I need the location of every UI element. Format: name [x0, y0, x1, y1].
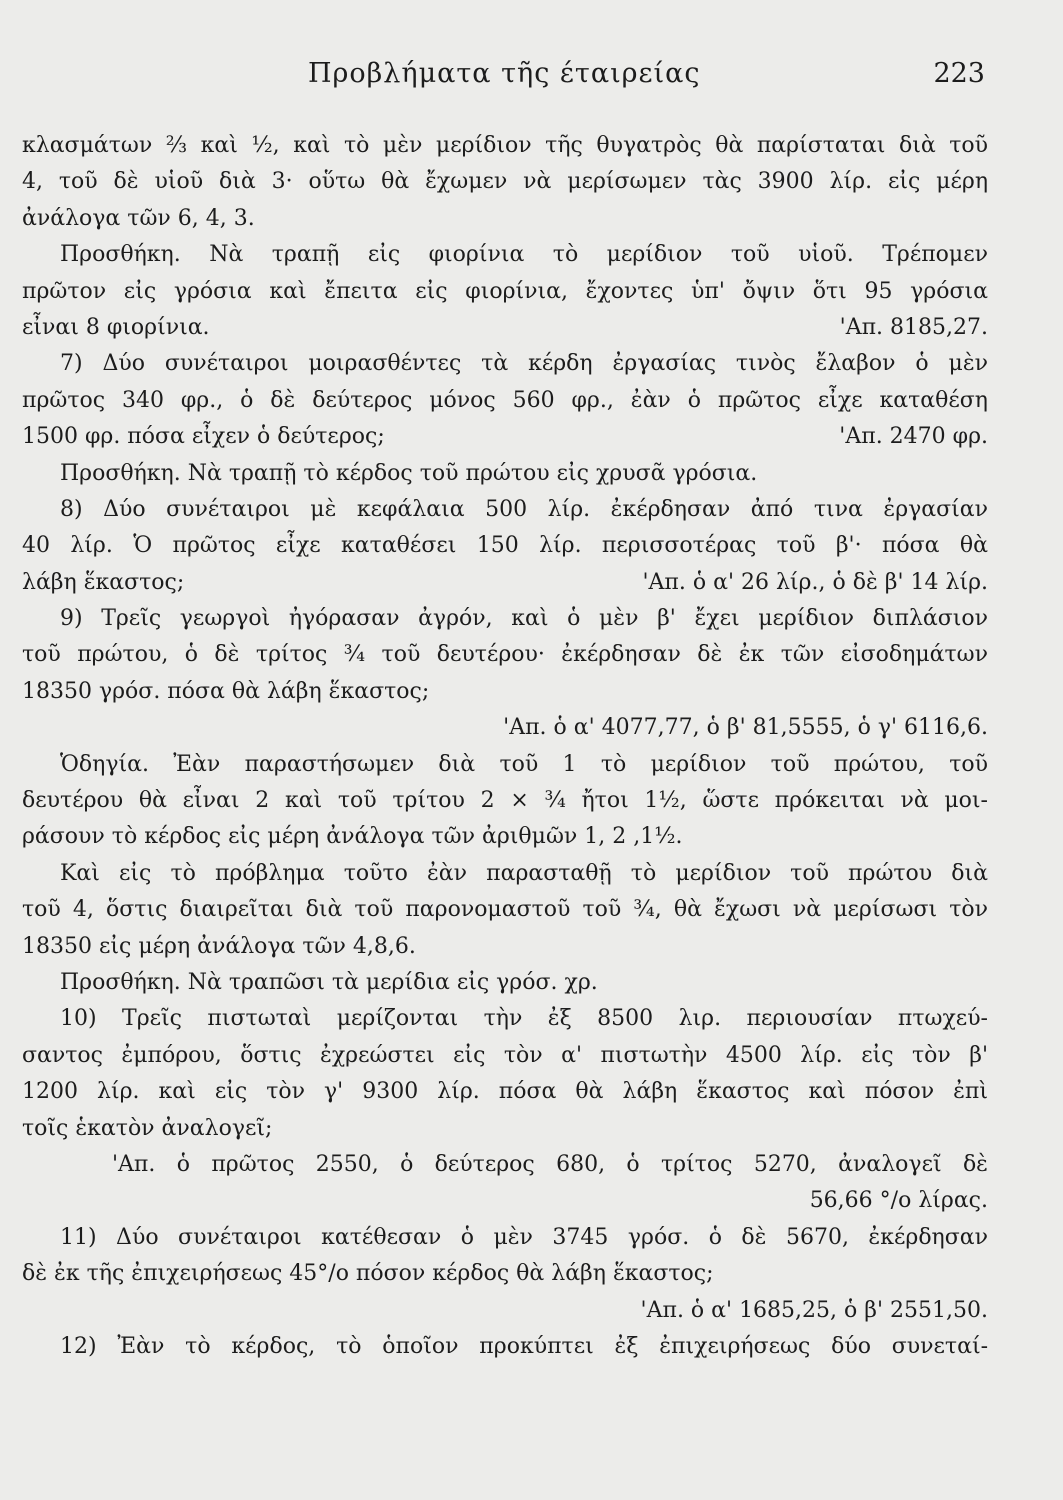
- text-line: [22, 892, 988, 928]
- line-text: ἀνάλογα τῶν 6, 4, 3.: [22, 205, 255, 231]
- text-line: [22, 710, 988, 746]
- text-line: [22, 528, 988, 564]
- page-number: 223: [933, 58, 985, 89]
- line-text: σαντος ἐμπόρου, ὅστις ἐχρεώστει εἰς τὸν α' πιστωτὴν 4500 λίρ. εἰς τὸν β': [22, 1042, 988, 1068]
- text-line: [22, 419, 988, 455]
- line-text: ράσουν τὸ κέρδος εἰς μέρη ἀνάλογα τῶν ἀριθμῶν 1, 2 ,1½.: [22, 824, 683, 850]
- text-line: [22, 164, 988, 200]
- text-line: [22, 856, 988, 892]
- line-text: 11) Δύο συνέταιροι κατέθεσαν ὁ μὲν 3745 γρόσ. ὁ δὲ 5670, ἐκέρδησαν: [60, 1224, 988, 1250]
- line-text: Ὁδηγία. Ἐὰν παραστήσωμεν διὰ τοῦ 1 τὸ μερίδιον τοῦ πρώτου, τοῦ: [60, 751, 988, 777]
- answer-text: 'Απ. 2470 φρ.: [839, 424, 988, 450]
- line-text: 40 λίρ. Ὁ πρῶτος εἶχε καταθέσει 150 λίρ. περισσοτέρας τοῦ β'· πόσα θὰ: [22, 533, 988, 559]
- line-text: 18350 εἰς μέρη ἀνάλογα τῶν 4,8,6.: [22, 933, 416, 959]
- text-line: [22, 274, 988, 310]
- text-line: [22, 346, 988, 382]
- text-line: [22, 819, 988, 855]
- text-line: [22, 456, 988, 492]
- text-line: [22, 565, 988, 601]
- line-text: Καὶ εἰς τὸ πρόβλημα τοῦτο ἐὰν παρασταθῇ τὸ μερίδιον τοῦ πρώτου διὰ: [60, 860, 988, 886]
- line-text: 'Απ. ὁ πρῶτος 2550, ὁ δεύτερος 680, ὁ τρίτος 5270, ἀναλογεῖ δὲ: [112, 1151, 988, 1177]
- line-text: τοῦ 4, ὅστις διαιρεῖται διὰ τοῦ παρονομαστοῦ τοῦ ¾, θὰ ἔχωσι νὰ μερίσωσι τὸν: [22, 897, 988, 923]
- line-text: 10) Τρεῖς πιστωταὶ μερίζονται τὴν ἐξ 8500 λιρ. περιουσίαν πτωχεύ-: [60, 1006, 988, 1032]
- line-text: 4, τοῦ δὲ υἱοῦ διὰ 3· οὕτω θὰ ἔχωμεν νὰ μερίσωμεν τὰς 3900 λίρ. εἰς μέρη: [22, 169, 988, 195]
- text-line: [22, 783, 988, 819]
- text-line: [22, 929, 988, 965]
- line-text: πρῶτος 340 φρ., ὁ δὲ δεύτερος μόνος 560 φρ., ἐὰν ὁ πρῶτος εἶχε καταθέση: [22, 387, 988, 413]
- line-text: Προσθήκη. Νὰ τραπῇ τὸ κέρδος τοῦ πρώτου εἰς χρυσᾶ γρόσια.: [60, 460, 758, 486]
- line-text: δὲ ἐκ τῆς ἐπιχειρήσεως 45°/ο πόσον κέρδος θὰ λάβη ἕκαστος;: [22, 1261, 714, 1287]
- line-text: 8) Δύο συνέταιροι μὲ κεφάλαια 500 λίρ. ἐκέρδησαν ἀπό τινα ἐργασίαν: [60, 496, 988, 522]
- line-text: κλασμάτων ⅔ καὶ ½, καὶ τὸ μὲν μερίδιον τῆς θυγατρὸς θὰ παρίσταται διὰ τοῦ: [22, 133, 988, 158]
- line-text: λάβη ἕκαστος;: [22, 569, 185, 595]
- line-text: τοῖς ἑκατὸν ἀναλογεῖ;: [22, 1115, 273, 1141]
- answer-text: 56,66 °/ο λίρας.: [809, 1188, 988, 1214]
- answer-text: 'Απ. ὁ α' 4077,77, ὁ β' 81,5555, ὁ γ' 6116,6.: [503, 715, 988, 741]
- text-line: [22, 747, 988, 783]
- line-text: 7) Δύο συνέταιροι μοιρασθέντες τὰ κέρδη ἐργασίας τινὸς ἔλαβον ὁ μὲν: [60, 351, 988, 377]
- line-text: 12) Ἐὰν τὸ κέρδος, τὸ ὁποῖον προκύπτει ἐξ ἐπιχειρήσεως δύο συνεταί-: [60, 1333, 988, 1359]
- text-line: [22, 1256, 988, 1292]
- text-line: [22, 1038, 988, 1074]
- text-line: [22, 383, 988, 419]
- text-line: [22, 1293, 988, 1329]
- line-text: 18350 γρόσ. πόσα θὰ λάβη ἕκαστος;: [22, 678, 430, 704]
- line-text: 1200 λίρ. καὶ εἰς τὸν γ' 9300 λίρ. πόσα θὰ λάβη ἕκαστος καὶ πόσον ἐπὶ: [22, 1079, 988, 1105]
- text-line: [22, 674, 988, 710]
- text-line: [22, 310, 988, 346]
- text-line: [22, 637, 988, 673]
- line-text: 9) Τρεῖς γεωργοὶ ἠγόρασαν ἀγρόν, καὶ ὁ μὲν β' ἔχει μερίδιον διπλάσιον: [60, 606, 988, 632]
- text-line: [22, 1329, 988, 1365]
- line-text: τοῦ πρώτου, ὁ δὲ τρίτος ¾ τοῦ δευτέρου· ἐκέρδησαν δὲ ἐκ τῶν εἰσοδημάτων: [22, 642, 988, 668]
- text-line: [22, 965, 988, 1001]
- text-line: [22, 601, 988, 637]
- text-line: [22, 201, 988, 237]
- running-header: [0, 58, 1063, 98]
- text-line: [22, 1111, 988, 1147]
- answer-text: 'Απ. 8185,27.: [839, 314, 988, 340]
- page-body: [22, 128, 988, 1365]
- line-text: εἶναι 8 φιορίνια.: [22, 314, 210, 340]
- line-text: πρῶτον εἰς γρόσια καὶ ἔπειτα εἰς φιορίνια, ἔχοντες ὑπ' ὄψιν ὅτι 95 γρόσια: [22, 278, 988, 304]
- line-text: δευτέρου θὰ εἶναι 2 καὶ τοῦ τρίτου 2 × ¾ ἤτοι 1½, ὥστε πρόκειται νὰ μοι-: [22, 788, 988, 814]
- running-title: Προβλήματα τῆς έταιρείας: [308, 58, 701, 89]
- text-line: [22, 1147, 988, 1183]
- text-line: [22, 128, 988, 164]
- text-line: [22, 1001, 988, 1037]
- line-text: Προσθήκη. Νὰ τραπῇ εἰς φιορίνια τὸ μερίδιον τοῦ υἱοῦ. Τρέπομεν: [60, 242, 988, 268]
- text-line: [22, 1074, 988, 1110]
- answer-text: 'Απ. ὁ α' 26 λίρ., ὁ δὲ β' 14 λίρ.: [642, 569, 988, 595]
- line-text: 1500 φρ. πόσα εἶχεν ὁ δεύτερος;: [22, 424, 385, 450]
- text-line: [22, 1183, 988, 1219]
- text-line: [22, 237, 988, 273]
- text-line: [22, 1220, 988, 1256]
- text-line: [22, 492, 988, 528]
- answer-text: 'Απ. ὁ α' 1685,25, ὁ β' 2551,50.: [640, 1297, 988, 1323]
- line-text: Προσθήκη. Νὰ τραπῶσι τὰ μερίδια εἰς γρόσ. χρ.: [60, 969, 598, 995]
